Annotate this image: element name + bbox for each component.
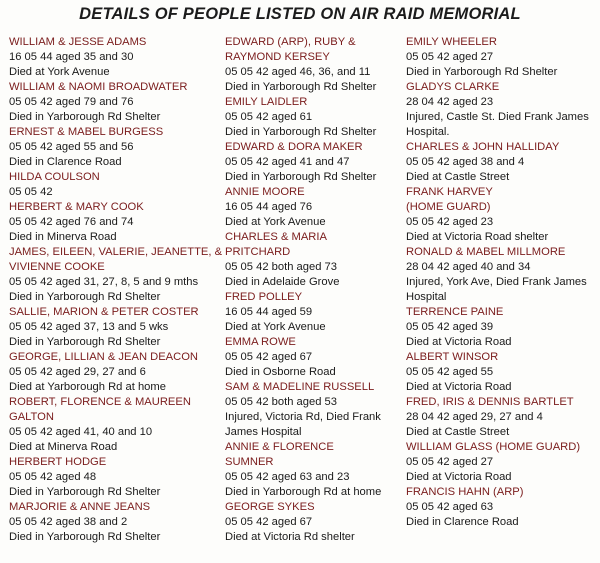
entry-name: FRED POLLEY: [225, 291, 303, 303]
entry-detail: 16 05 44 aged 59: [225, 306, 313, 318]
entry-name: RONALD & MABEL MILLMORE: [406, 246, 566, 258]
entry-detail: Died at York Avenue: [225, 216, 326, 228]
entry-detail: 05 05 42 aged 41, 40 and 10: [9, 426, 153, 438]
entry-name: PRITCHARD: [225, 246, 291, 258]
memorial-entry: [9, 500, 214, 545]
entry-detail: 05 05 42 aged 48: [9, 471, 97, 483]
memorial-entry: [225, 35, 400, 95]
memorial-entry: [406, 245, 598, 305]
memorial-entry: [9, 455, 214, 500]
entry-name: CHARLES & JOHN HALLIDAY: [406, 141, 560, 153]
entry-detail: 05 05 42 both aged 53: [225, 396, 337, 408]
memorial-entry: [225, 290, 400, 335]
entry-detail: 16 05 44 aged 35 and 30: [9, 51, 134, 63]
entry-detail: Died in Yarborough Rd Shelter: [406, 66, 558, 78]
entry-name: VIVIENNE COOKE: [9, 261, 105, 273]
entry-detail: Died in Yarborough Rd Shelter: [9, 486, 161, 498]
entry-name: ERNEST & MABEL BURGESS: [9, 126, 164, 138]
entry-name: EMMA ROWE: [225, 336, 296, 348]
memorial-entry: [406, 305, 598, 350]
memorial-entry: [406, 350, 598, 395]
entry-detail: Died at Minerva Road: [9, 441, 118, 453]
entry-detail: 05 05 42 aged 23: [406, 216, 494, 228]
memorial-entry: [9, 35, 214, 80]
entry-name: EDWARD & DORA MAKER: [225, 141, 363, 153]
entry-name: CHARLES & MARIA: [225, 231, 327, 243]
entry-name: GLADYS CLARKE: [406, 81, 500, 93]
entry-detail: 05 05 42 aged 29, 27 and 6: [9, 366, 146, 378]
entry-name: GEORGE SYKES: [225, 501, 315, 513]
entry-detail: 05 05 42 aged 55: [406, 366, 494, 378]
entry-detail: Died in Clarence Road: [9, 156, 122, 168]
entry-detail: Died at York Avenue: [225, 321, 326, 333]
entry-detail: 05 05 42 aged 63: [406, 501, 494, 513]
entry-detail: Died at Yarborough Rd at home: [9, 381, 166, 393]
entry-detail: 05 05 42 aged 38 and 2: [9, 516, 128, 528]
entry-detail: 05 05 42 aged 67: [225, 351, 313, 363]
entry-name: HILDA COULSON: [9, 171, 100, 183]
entry-detail: Died at Victoria Road shelter: [406, 231, 549, 243]
column-3: [406, 35, 598, 530]
entry-detail: Died in Yarborough Rd Shelter: [9, 291, 161, 303]
memorial-entry: [406, 185, 598, 245]
entry-detail: Injured, York Ave, Died Frank James: [406, 276, 587, 288]
entry-name: WILLIAM & NAOMI BROADWATER: [9, 81, 188, 93]
entry-detail: 05 05 42 aged 79 and 76: [9, 96, 134, 108]
memorial-entry: [225, 500, 400, 545]
memorial-entry: [406, 395, 598, 440]
entry-detail: Died at Castle Street: [406, 171, 510, 183]
entry-name: ALBERT WINSOR: [406, 351, 499, 363]
memorial-entry: [9, 305, 214, 350]
memorial-entry: [406, 440, 598, 485]
entry-detail: Died in Clarence Road: [406, 516, 519, 528]
memorial-entry: [9, 245, 223, 305]
entry-name: RAYMOND KERSEY: [225, 51, 330, 63]
entry-detail: Hospital.: [406, 126, 450, 138]
entry-detail: Died in Yarborough Rd Shelter: [9, 111, 161, 123]
entry-detail: Died in Yarborough Rd Shelter: [9, 336, 161, 348]
entry-detail: Died in Osborne Road: [225, 366, 336, 378]
page-title: DETAILS OF PEOPLE LISTED ON AIR RAID MEMORIAL: [79, 5, 521, 23]
entry-detail: Injured, Castle St. Died Frank James: [406, 111, 589, 123]
entry-name: FRANK HARVEY: [406, 186, 493, 198]
entry-name: FRANCIS HAHN (ARP): [406, 486, 524, 498]
entry-detail: 05 05 42 aged 38 and 4: [406, 156, 525, 168]
entry-detail: 05 05 42 aged 55 and 56: [9, 141, 134, 153]
memorial-entry: [225, 230, 400, 290]
entry-name: ROBERT, FLORENCE & MAUREEN: [9, 396, 191, 408]
column-1: [9, 35, 223, 545]
entry-name: FRED, IRIS & DENNIS BARTLET: [406, 396, 574, 408]
entry-detail: 05 05 42 aged 46, 36, and 11: [225, 66, 371, 78]
entry-detail: Died at York Avenue: [9, 66, 110, 78]
memorial-entry: [225, 380, 400, 440]
memorial-entry: [406, 35, 598, 80]
entry-name: (HOME GUARD): [406, 201, 491, 213]
entry-name: WILLIAM GLASS (HOME GUARD): [406, 441, 581, 453]
entry-detail: 05 05 42 both aged 73: [225, 261, 337, 273]
memorial-entry: [9, 200, 214, 245]
entry-detail: 05 05 42 aged 41 and 47: [225, 156, 350, 168]
entry-name: EDWARD (ARP), RUBY &: [225, 36, 356, 48]
column-2: [225, 35, 400, 545]
entry-detail: 16 05 44 aged 76: [225, 201, 313, 213]
entry-detail: 05 05 42 aged 63 and 23: [225, 471, 350, 483]
memorial-entry: [9, 125, 214, 170]
entry-name: EMILY LAIDLER: [225, 96, 308, 108]
memorial-entry: [406, 485, 598, 530]
memorial-entry: [225, 335, 400, 380]
entry-detail: Died in Adelaide Grove: [225, 276, 340, 288]
entry-name: TERRENCE PAINE: [406, 306, 504, 318]
entry-detail: 05 05 42 aged 27: [406, 51, 494, 63]
entry-name: ANNIE & FLORENCE: [225, 441, 334, 453]
memorial-entry: [225, 140, 400, 185]
entry-name: EMILY WHEELER: [406, 36, 497, 48]
entry-detail: Died at Victoria Road: [406, 336, 512, 348]
entry-detail: Injured, Victoria Rd, Died Frank: [225, 411, 381, 423]
memorial-entry: [225, 95, 400, 140]
entry-detail: 28 04 42 aged 29, 27 and 4: [406, 411, 543, 423]
entry-detail: Hospital: [406, 291, 447, 303]
entry-detail: 05 05 42 aged 76 and 74: [9, 216, 134, 228]
entry-detail: James Hospital: [225, 426, 302, 438]
entry-detail: 28 04 42 aged 23: [406, 96, 494, 108]
entry-name: SALLIE, MARION & PETER COSTER: [9, 306, 199, 318]
memorial-entry: [9, 350, 214, 395]
entry-detail: 05 05 42 aged 61: [225, 111, 313, 123]
entry-name: HERBERT & MARY COOK: [9, 201, 144, 213]
entry-detail: Died at Victoria Road: [406, 471, 512, 483]
entry-detail: Died at Victoria Road: [406, 381, 512, 393]
entry-name: GEORGE, LILLIAN & JEAN DEACON: [9, 351, 198, 363]
entry-detail: 28 04 42 aged 40 and 34: [406, 261, 531, 273]
entry-name: JAMES, EILEEN, VALERIE, JEANETTE, &: [9, 246, 223, 258]
memorial-entry: [9, 395, 214, 455]
memorial-entry: [225, 440, 400, 500]
entry-detail: Died in Yarborough Rd Shelter: [225, 126, 377, 138]
memorial-entry: [9, 80, 214, 125]
entry-name: SAM & MADELINE RUSSELL: [225, 381, 375, 393]
entry-detail: 05 05 42 aged 39: [406, 321, 494, 333]
entry-detail: 05 05 42: [9, 186, 53, 198]
entry-detail: Died at Castle Street: [406, 426, 510, 438]
entry-name: SUMNER: [225, 456, 274, 468]
entry-detail: 05 05 42 aged 27: [406, 456, 494, 468]
entry-detail: 05 05 42 aged 37, 13 and 5 wks: [9, 321, 169, 333]
memorial-entry: [406, 80, 598, 140]
entry-detail: 05 05 42 aged 31, 27, 8, 5 and 9 mths: [9, 276, 199, 288]
entry-detail: Died at Victoria Rd shelter: [225, 531, 355, 543]
entry-detail: Died in Yarborough Rd Shelter: [9, 531, 161, 543]
entry-detail: 05 05 42 aged 67: [225, 516, 313, 528]
entry-name: MARJORIE & ANNE JEANS: [9, 501, 151, 513]
entry-detail: Died in Minerva Road: [9, 231, 117, 243]
memorial-entry: [9, 170, 214, 200]
entry-name: WILLIAM & JESSE ADAMS: [9, 36, 147, 48]
entry-detail: Died in Yarborough Rd Shelter: [225, 171, 377, 183]
memorial-entry: [406, 140, 598, 185]
entry-detail: Died in Yarborough Rd Shelter: [225, 81, 377, 93]
entry-name: GALTON: [9, 411, 54, 423]
entry-name: ANNIE MOORE: [225, 186, 305, 198]
memorial-entry: [225, 185, 400, 230]
entry-detail: Died in Yarborough Rd at home: [225, 486, 382, 498]
entry-name: HERBERT HODGE: [9, 456, 107, 468]
